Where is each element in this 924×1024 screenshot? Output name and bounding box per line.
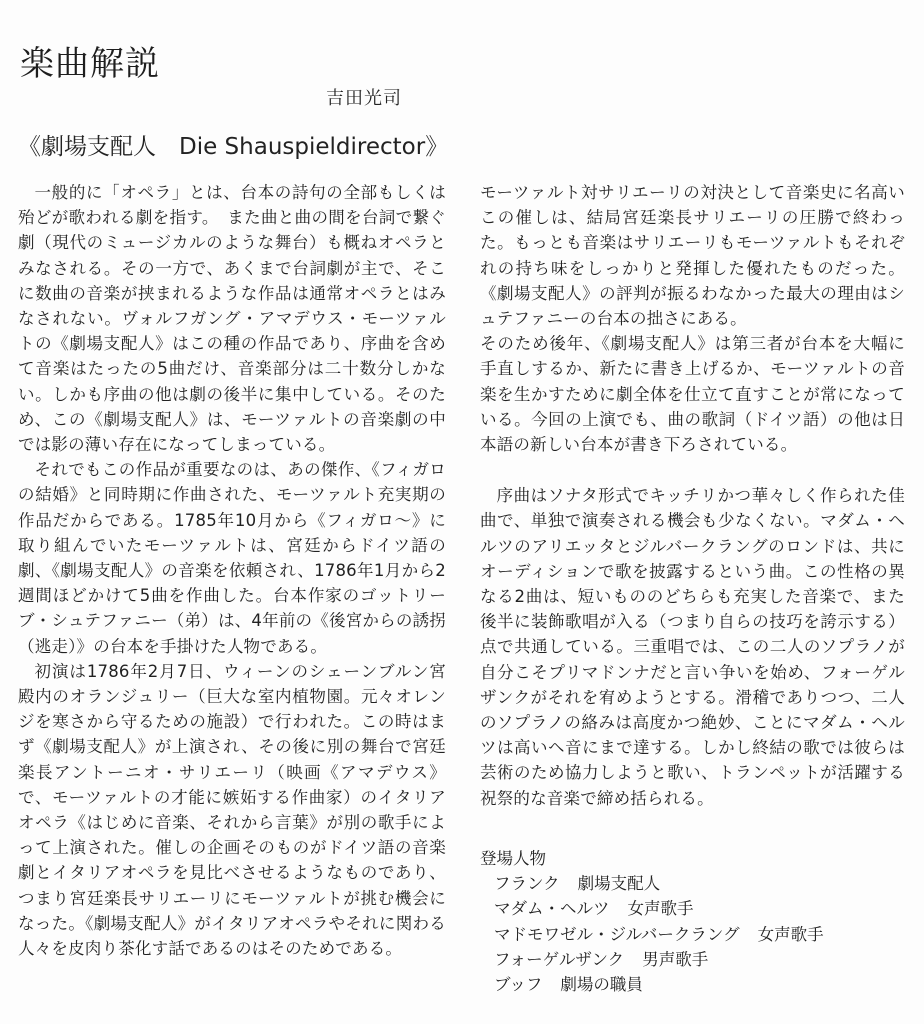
cast-member-role: 女声歌手 [627,899,694,919]
author-name: 吉田光司 [326,88,402,109]
paragraph: そのため後年、《劇場支配人》は第三者が台本を大幅に手直しするか、新たに書き上げるか、モーツァルトの音楽を生かすために劇全体を仕立て直すことが常になっている。今回の上演でも、曲の歌詞（ドイツ語）の他は日本語の新しい台本が書き下ろされている。 [480,334,905,455]
cast-member-name: フォーゲルザンク [494,949,625,969]
cast-member [494,896,824,921]
right-column [480,180,905,811]
cast-member-name: マドモワゼル・ジルバークラング [494,924,740,944]
cast-member [494,871,824,896]
cast-member-name: マダム・ヘルツ [494,899,610,919]
cast-section [480,846,824,997]
work-title: 《劇場支配人 Die Shauspieldirector》 [18,134,449,160]
cast-member-role: 男声歌手 [642,949,709,969]
paragraph: 初演は1786年2月7日、ウィーンのシェーンブルン宮殿内のオランジュリー（巨大な室内植物園。元々オレンジを寒さから守るための施設）で行われた。この時はまず《劇場支配人》が上演され、その後に別の舞台で宮廷楽長アントーニオ・サリエーリ（映画《アマデウス》で、モーツァルトの才能に嫉妬する作曲家）のイタリアオペラ《はじめに音楽、それから言葉》が別の歌手によって上演された。催しの企画そのものがドイツ語の音楽劇とイタリアオペラを見比べさせるようなものであり、つまり宮廷楽長サリエーリにモーツァルトが挑む機会になった。《劇場支配人》がイタリアオペラやそれに関わる人々を皮肉り茶化す話であるのはそのためである。 [18,661,446,959]
cast-member-name: ブッフ [494,975,543,995]
cast-member-role: 劇場支配人 [577,874,661,894]
left-column [18,180,446,961]
cast-member [494,972,824,997]
cast-member-role: 劇場の職員 [560,975,643,995]
paragraph-gap [480,457,905,483]
cast-member [494,922,824,947]
paragraph: 序曲はソナタ形式でキッチリかつ華々しく作られた佳曲で、単独で演奏される機会も少なくない。マダム・ヘルツのアリエッタとジルバークラングのロンドは、共にオーディションで歌を披露するという曲。この性格の異なる2曲は、短いもののどちらも充実した音楽で、また後半に装飾歌唱が入る（つまり自らの技巧を誇示する）点で共通している。三重唱では、この二人のソプラノが自分こそプリマドンナだと言い争いを始め、フォーゲルザンクがそれを宥めようとする。滑稽でありつつ、二人のソプラノの絡みは高度かつ絶妙、ことにマダム・ヘルツは高いヘ音にまで達する。しかし終結の歌では彼らは芸術のため協力しようと歌い、トランペットが活躍する祝祭的な音楽で締め括られる。 [480,486,905,808]
page-title: 楽曲解説 [20,44,160,84]
paragraph: それでもこの作品が重要なのは、あの傑作、《フィガロの結婚》と同時期に作曲された、モーツァルト充実期の作品だからである。1785年10月から《フィガロ～》に取り組んでいたモーツァルトは、宮廷からドイツ語の劇、《劇場支配人》の音楽を依頼され、1786年1月から2週間ほどかけて5曲を作曲した。台本作家のゴットリーブ・シュテファニー（弟）は、4年前の《後宮からの誘拐（逃走）》の台本を手掛けた人物である。 [18,460,446,656]
cast-member [494,947,824,972]
cast-member-name: フランク [494,874,560,894]
cast-heading: 登場人物 [480,849,546,868]
cast-list [480,871,824,997]
cast-member-role: 女声歌手 [757,924,824,944]
paragraph: モーツァルト対サリエーリの対決として音楽史に名高いこの催しは、結局宮廷楽長サリエーリの圧勝で終わった。もっとも音楽はサリエーリもモーツァルトもそれぞれの持ち味をしっかりと発揮した優れたものだった。《劇場支配人》の評判が振るわなかった最大の理由はシュテファニーの台本の拙さにある。 [480,183,905,329]
paragraph: 一般的に「オペラ」とは、台本の詩句の全部もしくは殆どが歌われる劇を指す。 また曲と曲の間を台詞で繋ぐ劇（現代のミュージカルのような舞台）も概ねオペラとみなされる。その一方で、あくまで台詞劇が主で、そこに数曲の音楽が挟まれるような作品は通常オペラとはみなされない。ヴォルフガング・アマデウス・モーツァルトの《劇場支配人》はこの種の作品であり、序曲を含めて音楽はたったの5曲だけ、音楽部分は二十数分しかない。しかも序曲の他は劇の後半に集中している。そのため、この《劇場支配人》は、モーツァルトの音楽劇の中では影の薄い存在になってしまっている。 [18,183,446,455]
